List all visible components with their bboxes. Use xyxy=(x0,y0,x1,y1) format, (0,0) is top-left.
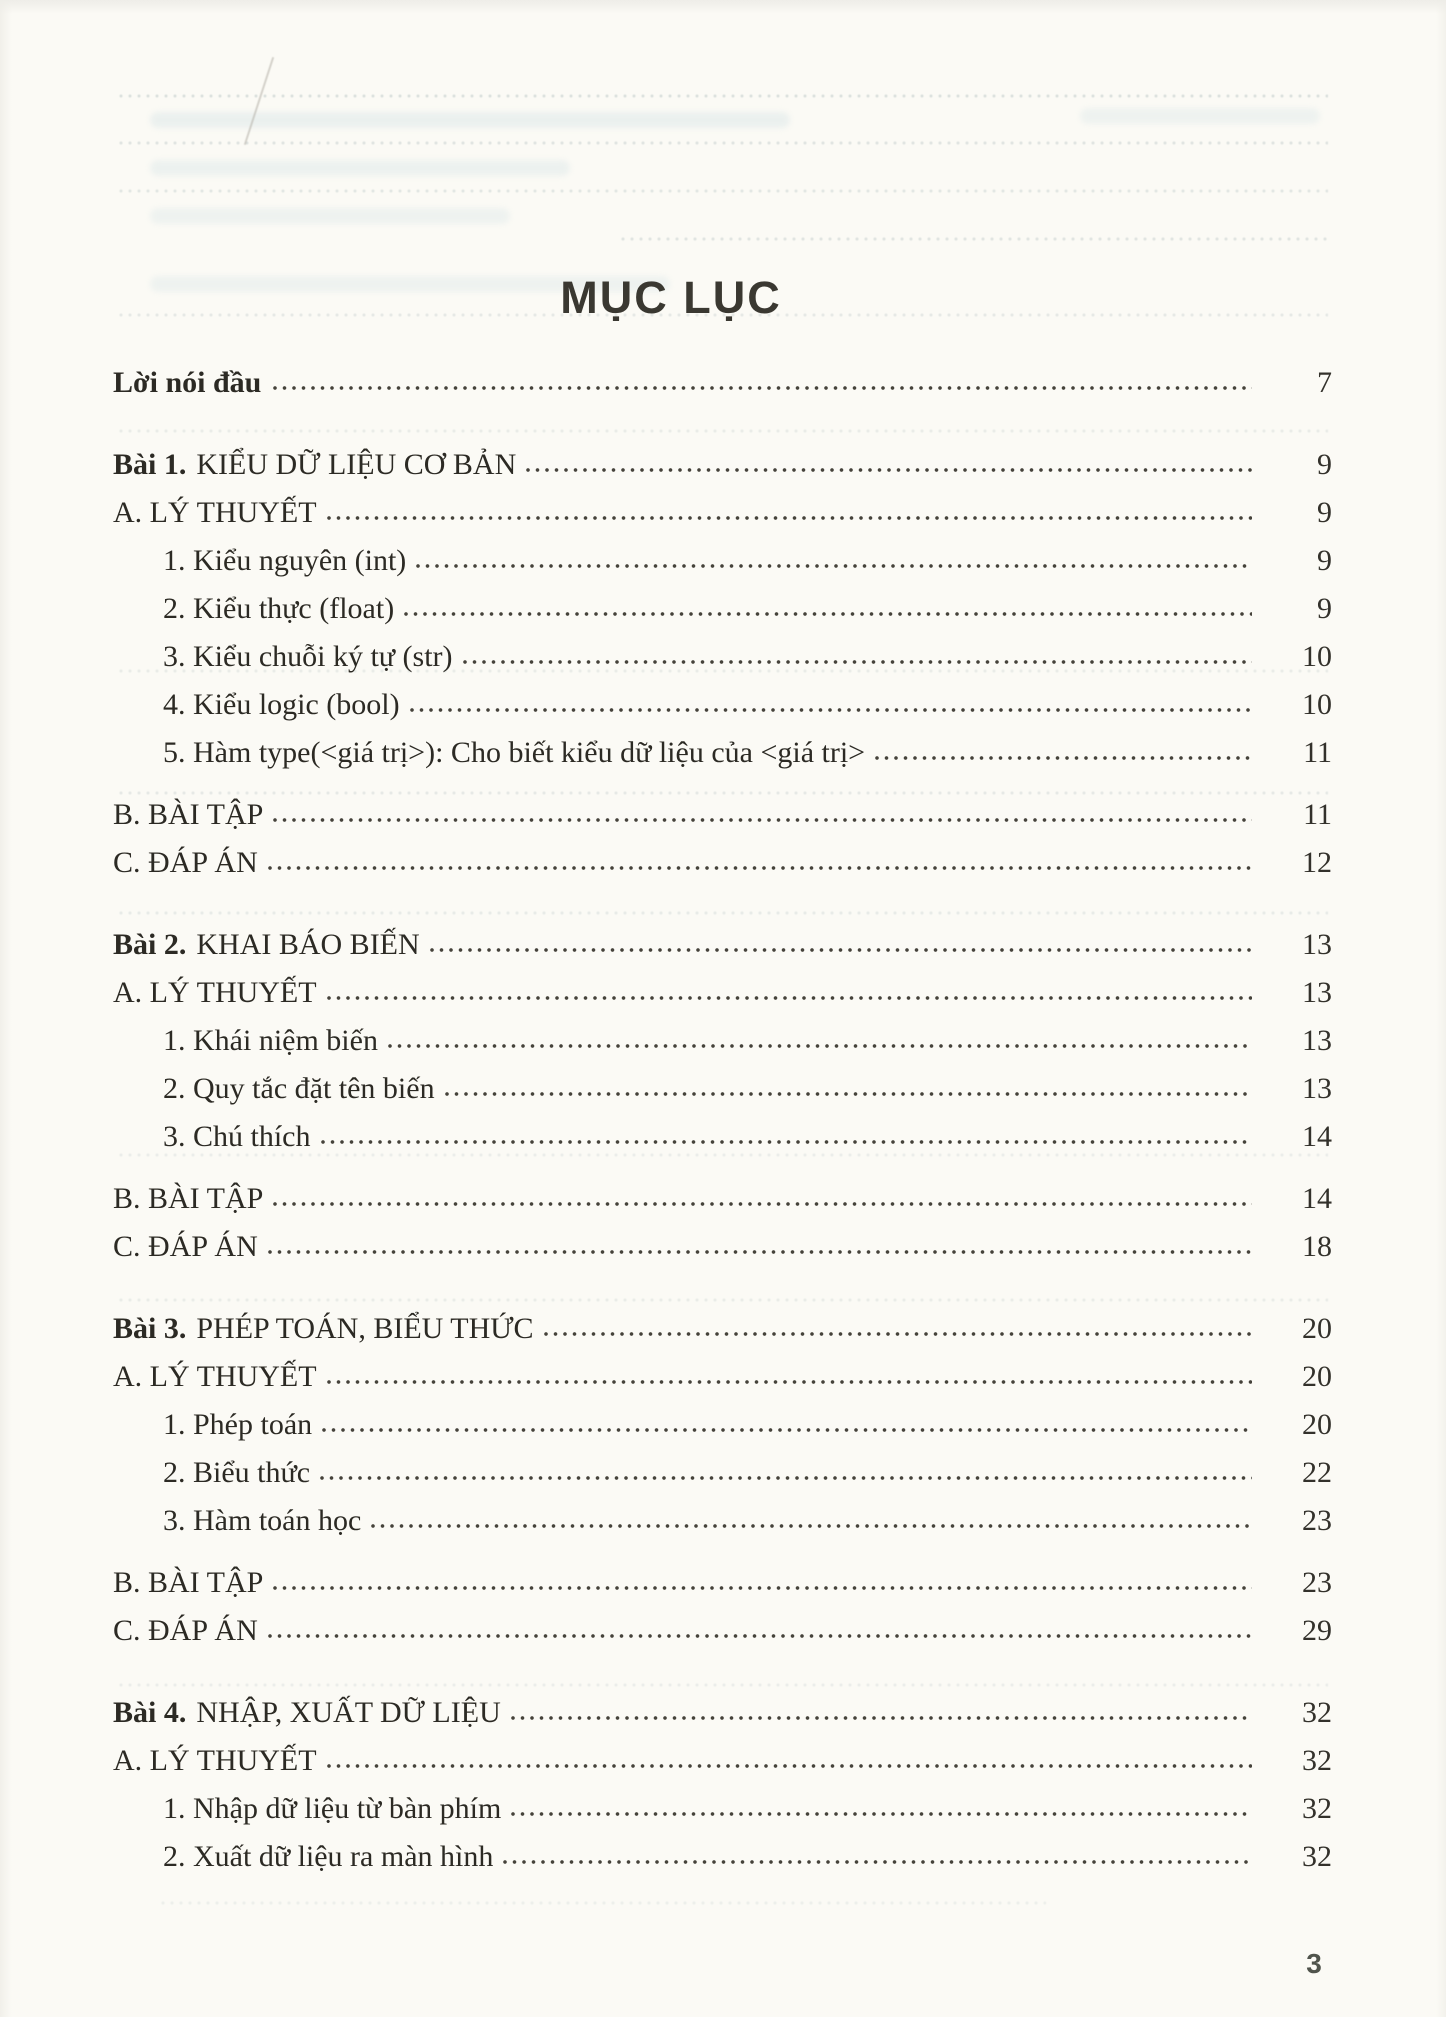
toc-row xyxy=(113,544,1332,592)
toc-entry-label: KHAI BÁO BIẾN xyxy=(196,928,420,961)
toc-page-number: 12 xyxy=(1302,846,1332,879)
toc-row xyxy=(113,1072,1332,1120)
toc-row xyxy=(113,928,1332,976)
show-through-artifact xyxy=(150,208,510,224)
dot-leader xyxy=(318,1474,1252,1482)
toc-page-number: 13 xyxy=(1302,928,1332,961)
toc-row xyxy=(113,640,1332,688)
toc-page-number: 10 xyxy=(1302,640,1332,673)
toc-page-number: 11 xyxy=(1303,736,1332,769)
toc-page-number: 20 xyxy=(1302,1360,1332,1393)
toc-page-number: 13 xyxy=(1302,976,1332,1009)
toc-entry-label: B. BÀI TẬP xyxy=(113,1566,264,1599)
dot-leader xyxy=(369,1522,1252,1530)
toc-row xyxy=(113,1504,1332,1552)
toc-page-number: 32 xyxy=(1302,1744,1332,1777)
toc-entry-label: B. BÀI TẬP xyxy=(113,1182,264,1215)
toc-entry-label: 1. Nhập dữ liệu từ bàn phím xyxy=(163,1792,502,1825)
toc-row xyxy=(113,736,1332,784)
dot-leader xyxy=(501,1858,1252,1866)
toc-page-number: 29 xyxy=(1302,1614,1332,1647)
toc-page-number: 11 xyxy=(1303,798,1332,831)
toc-entry-label: A. LÝ THUYẾT xyxy=(113,1744,317,1777)
toc-entry-label: 3. Chú thích xyxy=(163,1120,311,1153)
toc-entry-label: 1. Phép toán xyxy=(163,1408,313,1441)
page-title: MỤC LỤC xyxy=(560,272,782,323)
toc-row xyxy=(113,846,1332,894)
dot-leader xyxy=(271,1200,1252,1208)
dot-leader xyxy=(319,1138,1253,1146)
toc-page-number: 14 xyxy=(1302,1182,1332,1215)
dot-leader xyxy=(428,946,1252,954)
toc-entry-label: 3. Kiểu chuỗi ký tự (str) xyxy=(163,640,453,673)
toc-row xyxy=(113,1230,1332,1278)
show-through-artifact xyxy=(620,236,1328,242)
dot-leader xyxy=(266,864,1252,872)
show-through-artifact xyxy=(118,140,1328,146)
dot-leader xyxy=(509,1810,1252,1818)
toc-row xyxy=(113,976,1332,1024)
toc-page-number: 20 xyxy=(1302,1312,1332,1345)
dot-leader xyxy=(271,816,1252,824)
dot-leader xyxy=(271,1584,1252,1592)
dot-leader xyxy=(873,754,1252,762)
toc-row xyxy=(113,1182,1332,1230)
toc-row xyxy=(113,1456,1332,1504)
dot-leader xyxy=(524,466,1252,474)
toc-page-number: 23 xyxy=(1302,1504,1332,1537)
dot-leader xyxy=(386,1042,1252,1050)
show-through-artifact xyxy=(1080,108,1320,124)
toc-entry-label: C. ĐÁP ÁN xyxy=(113,846,258,879)
toc-row xyxy=(113,1360,1332,1408)
toc-page-number: 9 xyxy=(1317,496,1332,529)
toc-entry-label: 1. Khái niệm biến xyxy=(163,1024,378,1057)
show-through-artifact xyxy=(118,188,1328,194)
show-through-artifact xyxy=(160,1900,1046,1906)
toc-entry-label: 2. Biểu thức xyxy=(163,1456,311,1489)
scan-scratch-artifact xyxy=(244,57,274,145)
toc-row xyxy=(113,366,1332,414)
toc-page-number: 14 xyxy=(1302,1120,1332,1153)
toc-entry-label: A. LÝ THUYẾT xyxy=(113,496,317,529)
show-through-artifact xyxy=(118,93,1328,99)
toc-entry-label: B. BÀI TẬP xyxy=(113,798,264,831)
dot-leader xyxy=(443,1090,1252,1098)
toc-entry-label: PHÉP TOÁN, BIỂU THỨC xyxy=(196,1312,534,1345)
toc-entry-prefix: Bài 1. xyxy=(113,448,187,481)
toc-page-number: 20 xyxy=(1302,1408,1332,1441)
toc-page-number: 7 xyxy=(1317,366,1332,399)
toc-page-number: 32 xyxy=(1302,1840,1332,1873)
toc-row xyxy=(113,1744,1332,1792)
toc-entry-label: 2. Xuất dữ liệu ra màn hình xyxy=(163,1840,494,1873)
dot-leader xyxy=(461,658,1252,666)
dot-leader xyxy=(271,384,1252,392)
dot-leader xyxy=(325,994,1252,1002)
dot-leader xyxy=(325,514,1252,522)
toc-entry-label: C. ĐÁP ÁN xyxy=(113,1614,258,1647)
dot-leader xyxy=(325,1378,1252,1386)
toc-row xyxy=(113,688,1332,736)
dot-leader xyxy=(509,1714,1252,1722)
toc-page-number: 32 xyxy=(1302,1696,1332,1729)
toc-row xyxy=(113,1566,1332,1614)
toc-entry-prefix: Bài 3. xyxy=(113,1312,187,1345)
toc-entry-prefix: Bài 2. xyxy=(113,928,187,961)
dot-leader xyxy=(320,1426,1252,1434)
toc-row xyxy=(113,1614,1332,1662)
dot-leader xyxy=(402,610,1252,618)
page-folio: 3 xyxy=(1306,1948,1322,1979)
toc-page-number: 18 xyxy=(1302,1230,1332,1263)
toc-entry-label: NHẬP, XUẤT DỮ LIỆU xyxy=(196,1696,501,1729)
toc-row xyxy=(113,798,1332,846)
toc-entry-label: C. ĐÁP ÁN xyxy=(113,1230,258,1263)
show-through-artifact xyxy=(150,112,790,128)
toc-entry-label: 5. Hàm type(<giá trị>): Cho biết kiểu dữ liệu của <giá trị> xyxy=(163,736,866,769)
toc-entry-prefix: Lời nói đầu xyxy=(113,366,262,399)
toc-entry-label: A. LÝ THUYẾT xyxy=(113,1360,317,1393)
toc-page-number: 9 xyxy=(1317,544,1332,577)
dot-leader xyxy=(325,1762,1252,1770)
toc-page-number: 23 xyxy=(1302,1566,1332,1599)
toc-row xyxy=(113,448,1332,496)
dot-leader xyxy=(542,1330,1252,1338)
toc-row xyxy=(113,1120,1332,1168)
toc-row xyxy=(113,496,1332,544)
toc-page-number: 10 xyxy=(1302,688,1332,721)
toc-row xyxy=(113,1024,1332,1072)
toc-page-number: 9 xyxy=(1317,448,1332,481)
toc-entry-prefix: Bài 4. xyxy=(113,1696,187,1729)
dot-leader xyxy=(266,1248,1252,1256)
toc-entry-label: 3. Hàm toán học xyxy=(163,1504,362,1537)
toc-page-number: 22 xyxy=(1302,1456,1332,1489)
toc-row xyxy=(113,1312,1332,1360)
toc-entry-label: 2. Quy tắc đặt tên biến xyxy=(163,1072,435,1105)
toc-entry-label: KIỂU DỮ LIỆU CƠ BẢN xyxy=(196,448,517,481)
toc-list xyxy=(113,366,1332,1888)
toc-page-number: 9 xyxy=(1317,592,1332,625)
dot-leader xyxy=(266,1632,1252,1640)
toc-row xyxy=(113,1696,1332,1744)
toc-row xyxy=(113,1840,1332,1888)
toc-row xyxy=(113,1792,1332,1840)
dot-leader xyxy=(408,706,1252,714)
toc-row xyxy=(113,592,1332,640)
toc-page-number: 32 xyxy=(1302,1792,1332,1825)
toc-page-number: 13 xyxy=(1302,1024,1332,1057)
show-through-artifact xyxy=(150,160,570,176)
toc-row xyxy=(113,1408,1332,1456)
toc-entry-label: 4. Kiểu logic (bool) xyxy=(163,688,400,721)
toc-entry-label: 1. Kiểu nguyên (int) xyxy=(163,544,407,577)
toc-entry-label: A. LÝ THUYẾT xyxy=(113,976,317,1009)
dot-leader xyxy=(414,562,1252,570)
toc-page-number: 13 xyxy=(1302,1072,1332,1105)
toc-entry-label: 2. Kiểu thực (float) xyxy=(163,592,395,625)
